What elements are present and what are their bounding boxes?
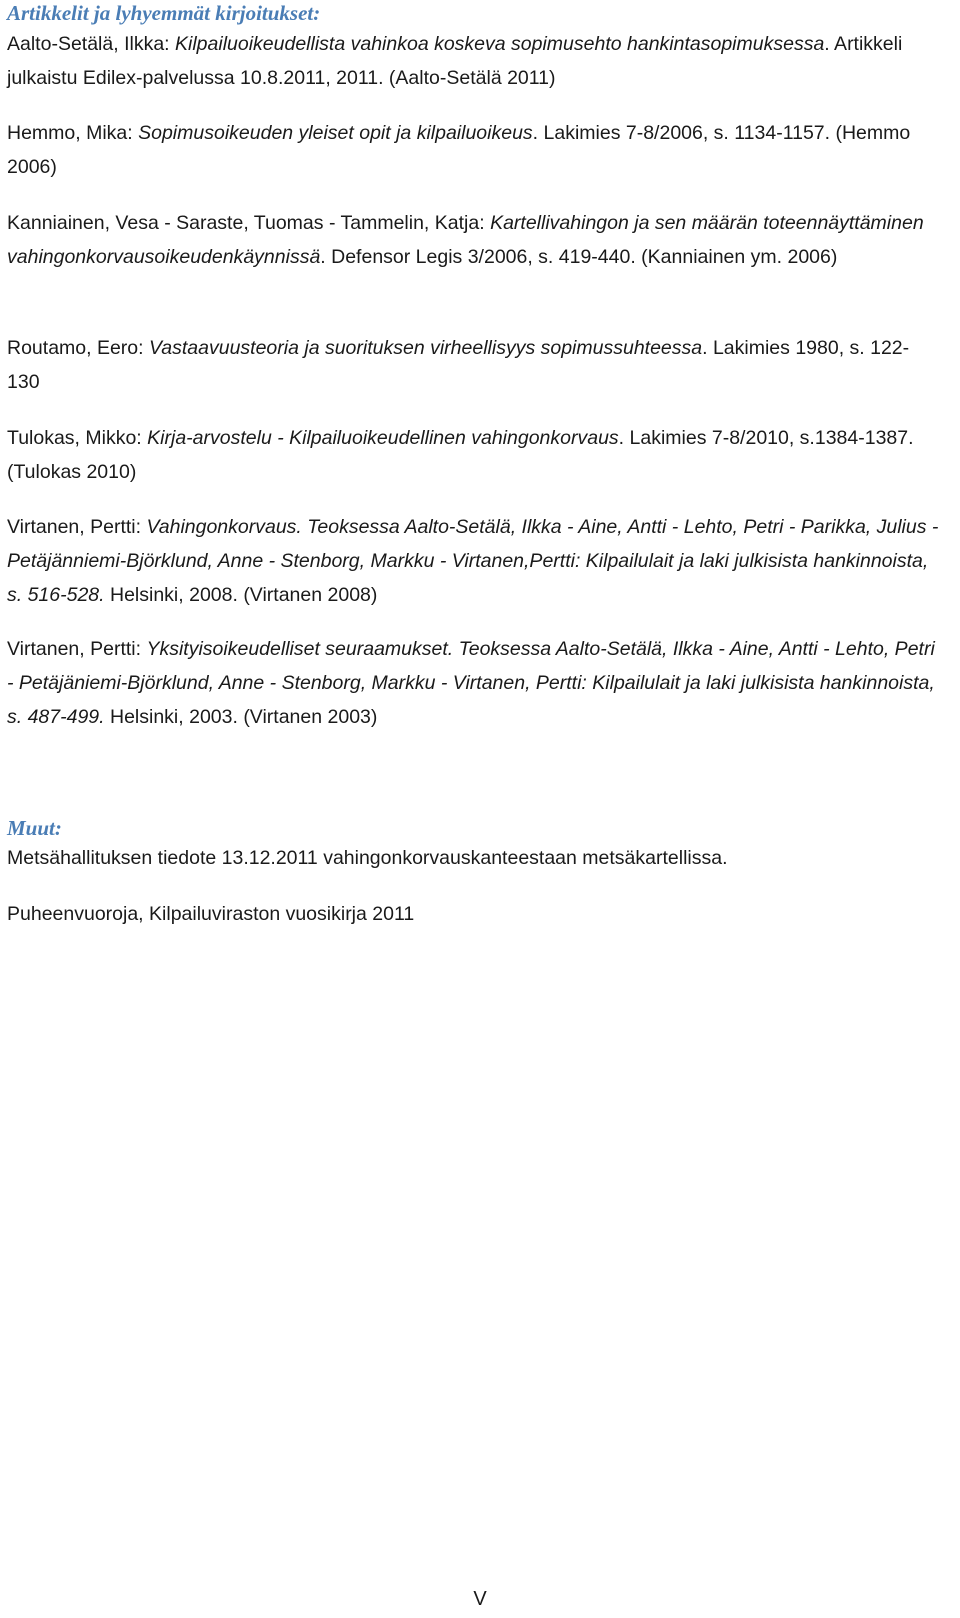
text-segment: . Defensor Legis 3/2006, s. 419-440. (Kanniainen ym. 2006) — [320, 246, 838, 268]
italic-title-segment: Kilpailuoikeudellista vahinkoa koskeva sopimusehto hankintasopimuksessa — [175, 33, 825, 55]
text-segment: Helsinki, 2008. (Virtanen 2008) — [104, 584, 378, 606]
italic-title-segment: Yksityisoikeudelliset seuraamukset. Teoksessa Aalto-Setälä, Ilkka - Aine, Antti - Lehto, Petri - Petäjäniemi-Björklund, Anne - Stenborg, Markku - Virtanen, Pertti: Kilpailulait ja laki julkisista hankinnoista, s. 487-499. — [7, 638, 935, 728]
text-segment: Helsinki, 2003. (Virtanen 2003) — [104, 706, 378, 728]
text-segment: Aalto-Setälä, Ilkka: — [7, 33, 175, 55]
italic-title-segment: Vahingonkorvaus. Teoksessa Aalto-Setälä, Ilkka - Aine, Antti - Lehto, Petri - Parikka, Julius - Petäjänniemi-Björklund, Anne - Stenborg, Markku - Virtanen,Pertti: Kilpailulait ja laki julkisista hankinnoista, s. 516-528. — [7, 516, 939, 606]
reference-entry — [7, 421, 937, 489]
reference-entry — [7, 510, 942, 612]
text-segment: Routamo, Eero: — [7, 337, 149, 359]
reference-entry — [7, 206, 937, 274]
reference-entry — [7, 116, 937, 184]
text-segment: . Lakimies 1980, s. 122-130 — [7, 337, 910, 393]
italic-title-segment: Sopimusoikeuden yleiset opit ja kilpailuoikeus — [138, 122, 533, 144]
reference-entry — [7, 841, 937, 875]
text-segment: Hemmo, Mika: — [7, 122, 139, 144]
reference-entry — [7, 331, 937, 399]
italic-title-segment: Vastaavuusteoria ja suorituksen virheellisyys sopimussuhteessa — [148, 337, 703, 359]
text-segment: Tulokas, Mikko: — [7, 427, 148, 449]
text-segment: Puheenvuoroja, Kilpailuviraston vuosikirja 2011 — [7, 903, 415, 925]
text-segment: Kanniainen, Vesa - Saraste, Tuomas - Tammelin, Katja: — [7, 212, 491, 234]
other-heading: Muut: — [7, 816, 62, 840]
articles-heading: Artikkelit ja lyhyemmät kirjoitukset: — [7, 1, 321, 25]
italic-title-segment: Kartellivahingon ja sen määrän toteennäyttäminen vahingonkorvausoikeudenkäynnissä — [7, 212, 924, 268]
reference-entry — [7, 897, 937, 931]
italic-title-segment: Kirja-arvostelu - Kilpailuoikeudellinen vahingonkorvaus — [147, 427, 619, 449]
text-segment: Metsähallituksen tiedote 13.12.2011 vahingonkorvauskanteestaan metsäkartellissa. — [7, 847, 728, 869]
reference-entry — [7, 27, 932, 95]
text-segment: Virtanen, Pertti: — [7, 638, 147, 660]
text-segment: . Lakimies 7-8/2006, s. 1134-1157. (Hemmo 2006) — [7, 122, 911, 178]
text-segment: . Lakimies 7-8/2010, s.1384-1387. (Tulokas 2010) — [7, 427, 914, 483]
text-segment: Virtanen, Pertti: — [7, 516, 147, 538]
reference-entry — [7, 632, 942, 734]
text-segment: . Artikkeli julkaistu Edilex-palvelussa 10.8.2011, 2011. (Aalto-Setälä 2011) — [7, 33, 903, 89]
page-number: V — [473, 1588, 487, 1610]
